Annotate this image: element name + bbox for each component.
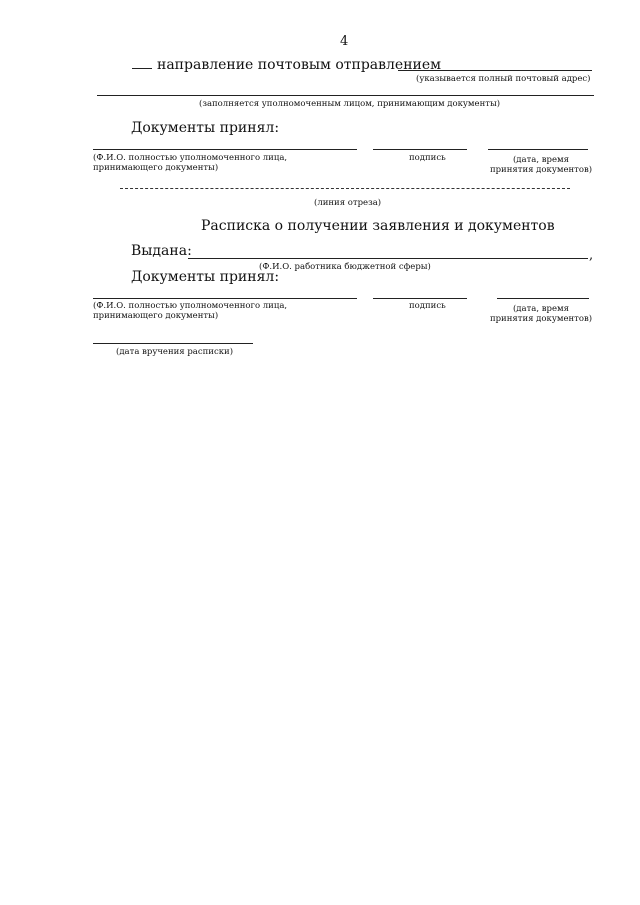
issued-caption: (Ф.И.О. работника бюджетной сферы) — [259, 262, 431, 272]
receipt-title: Расписка о получении заявления и документов — [201, 218, 555, 234]
signature-caption: подпись — [409, 153, 446, 163]
date-caption-1: (дата, время — [512, 155, 570, 165]
postal-fill-caption: (заполняется уполномоченным лицом, принимающим документы) — [199, 99, 501, 109]
issued-label: Выдана: — [131, 243, 192, 259]
postal-label: направление почтовым отправлением — [157, 57, 442, 73]
receipt-fio-caption-1: (Ф.И.О. полностью уполномоченного лица, — [93, 301, 288, 311]
receipt-fio-line[interactable] — [93, 298, 357, 299]
cut-line — [120, 188, 570, 189]
receipt-date-caption-1: (дата, время — [512, 304, 570, 314]
cut-line-caption: (линия отреза) — [314, 198, 382, 208]
fio-caption-1: (Ф.И.О. полностью уполномоченного лица, — [93, 153, 288, 163]
signature-line[interactable] — [373, 149, 467, 150]
date-line[interactable] — [488, 149, 588, 150]
receipt-date-line[interactable] — [497, 298, 589, 299]
accepted-heading: Документы принял: — [131, 120, 280, 136]
fio-line[interactable] — [93, 149, 357, 150]
postal-address-line[interactable] — [398, 70, 592, 71]
delivery-date-caption: (дата вручения расписки) — [116, 347, 234, 357]
issued-line[interactable] — [188, 258, 588, 259]
postal-checkbox-line[interactable] — [132, 68, 152, 69]
receipt-fio-caption-2: принимающего документы) — [93, 311, 219, 321]
issued-comma: , — [589, 248, 594, 263]
delivery-date-line[interactable] — [93, 343, 253, 344]
postal-address-caption: (указывается полный почтовый адрес) — [416, 74, 591, 84]
receipt-date-caption-2: принятия документов) — [489, 314, 593, 324]
receipt-signature-caption: подпись — [409, 301, 446, 311]
date-caption-2: принятия документов) — [489, 165, 593, 175]
fio-caption-2: принимающего документы) — [93, 163, 219, 173]
postal-address-line-2[interactable] — [97, 95, 594, 96]
receipt-signature-line[interactable] — [373, 298, 467, 299]
page-number: 4 — [340, 34, 349, 49]
receipt-accepted-heading: Документы принял: — [131, 269, 280, 285]
